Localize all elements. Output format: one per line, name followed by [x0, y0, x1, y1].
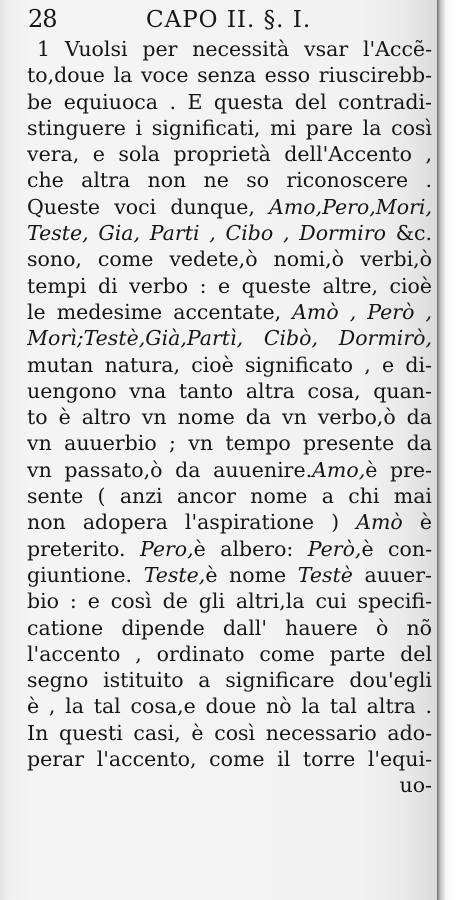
text-segment: è [402, 510, 432, 535]
text-segment: catione dipende dall' hauere ò nõ [27, 615, 432, 640]
show-through-bleed [60, 842, 420, 868]
text-segment: è pre- [365, 457, 432, 482]
text-segment: giuntione. [27, 562, 144, 587]
text-segment: mutan natura, cioè significato , e di- [27, 352, 432, 377]
text-segment: è nome [205, 562, 298, 587]
text-segment: uengono vna tanto altra cosa, quan- [27, 378, 432, 403]
italic-word-segment: Però, [307, 536, 362, 561]
text-line [27, 772, 432, 798]
text-line [27, 273, 432, 299]
text-line [27, 641, 432, 667]
text-segment: vera, e sola proprietà dell'Accento , [27, 142, 432, 167]
text-segment: sono, come vedete,ò nomi,ò verbi,ò [27, 247, 432, 272]
text-segment: è albero: [193, 536, 308, 561]
italic-word-segment: Amò [356, 510, 403, 535]
text-line [27, 352, 432, 378]
text-line [27, 115, 432, 141]
italic-word-segment: Teste, Gia, Parti , Cibo , Dormiro [27, 221, 386, 246]
text-line [27, 378, 432, 404]
text-segment: non adopera l'aspiratione ) [27, 510, 357, 535]
page-header [28, 4, 428, 34]
text-segment: è , la tal cosa,e doue nò la tal altra . [27, 694, 432, 719]
text-line [27, 404, 432, 430]
text-line [27, 430, 432, 456]
text-segment: che altra non ne so riconoscere . [27, 168, 432, 193]
text-segment: In questi casi, è così necessario ado- [27, 720, 432, 745]
text-line [27, 746, 432, 772]
text-line [27, 693, 432, 719]
text-segment: uo- [399, 773, 432, 798]
page-edge-shadow [437, 0, 457, 900]
text-segment: &c. [386, 221, 432, 246]
text-line [27, 62, 432, 88]
text-line [27, 720, 432, 746]
text-line [27, 246, 432, 272]
text-segment: è con- [361, 536, 432, 561]
text-line [27, 667, 432, 693]
text-segment: Queste voci dunque, [27, 194, 270, 219]
italic-word-segment: Pero, [139, 536, 194, 561]
text-line [27, 299, 432, 325]
text-line [27, 89, 432, 115]
text-line [27, 483, 432, 509]
text-segment: to è altro vn nome da vn verbo,ò da [27, 405, 432, 430]
text-segment: l'accento , ordinato come parte del [27, 641, 432, 666]
text-line [27, 325, 432, 351]
page-number: 28 [28, 5, 57, 33]
text-line [27, 615, 432, 641]
text-segment: vn passato,ò da auuenire. [27, 457, 313, 482]
italic-word-segment: Amo, [312, 457, 366, 482]
text-segment: segno istituito a significare dou'egli [27, 668, 432, 693]
text-segment: preterito. [27, 536, 140, 561]
text-segment: vn auuerbio ; vn tempo presente da [27, 431, 432, 456]
text-segment: to,doue la voce senza esso riuscirebb- [27, 63, 432, 88]
italic-word-segment: Amò , Però , [292, 299, 432, 324]
text-line [27, 588, 432, 614]
text-segment: auuer- [352, 562, 432, 587]
text-segment: be equiuoca . E questa del contradi- [27, 89, 432, 114]
text-segment: 1 Vuolsi per necessità vsar l'Accẽ- [37, 37, 432, 61]
text-line [27, 220, 432, 246]
italic-word-segment: Amo,Pero,Mori, [269, 194, 432, 219]
text-line [27, 509, 432, 535]
text-segment: perar l'accento, come il torre l'equi- [27, 747, 432, 772]
italic-word-segment: Teste, [143, 562, 206, 587]
text-segment: sente ( anzi ancor nome a chi mai [27, 484, 432, 509]
running-head: CAPO II. §. I. [146, 7, 312, 33]
text-line [27, 194, 432, 220]
body-text [27, 36, 432, 799]
italic-word-segment: Testè [297, 562, 353, 587]
text-segment: stinguere i significati, mi pare la così [27, 115, 432, 140]
text-line [27, 536, 432, 562]
text-line [27, 167, 432, 193]
text-line [27, 562, 432, 588]
text-line [27, 36, 432, 62]
italic-word-segment: Morì;Testè,Già,Partì, Cibò, Dormirò, [27, 326, 432, 351]
text-segment: le medesime accentate, [27, 299, 293, 324]
text-line [27, 141, 432, 167]
text-line [27, 457, 432, 483]
text-segment: bio : e così de gli altri,la cui specifi- [27, 589, 432, 614]
text-segment: tempi di verbo : e queste altre, cioè [27, 273, 432, 298]
